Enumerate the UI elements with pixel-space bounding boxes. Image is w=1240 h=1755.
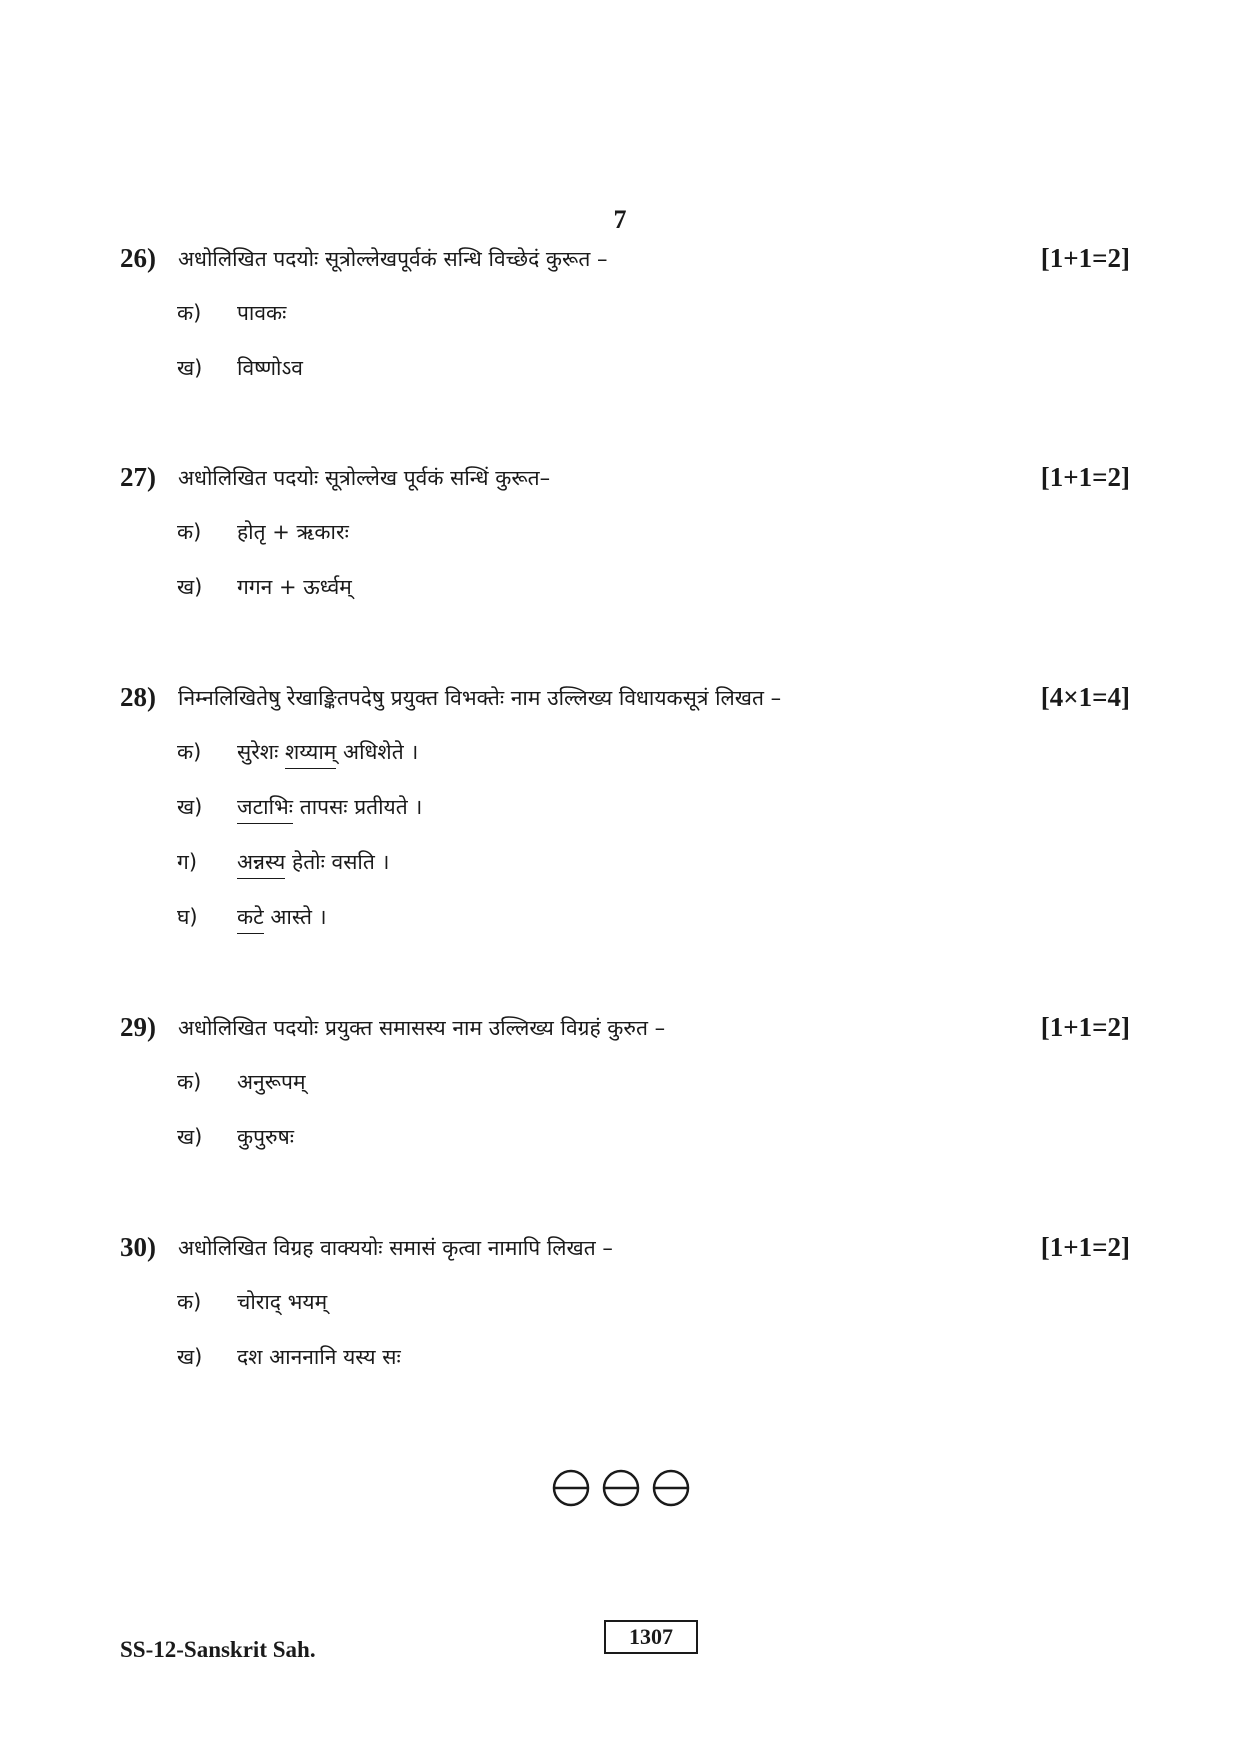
question-26 — [120, 243, 1130, 393]
question-29 — [120, 1012, 1130, 1162]
option-text: पावकः — [237, 301, 287, 325]
question-number: 28) — [120, 682, 156, 712]
question-text: निम्नलिखितेषु रेखाङ्कितपदेषु प्रयुक्त विभक्तेः नाम उल्लिख्य विधायकसूत्रं लिखत – — [178, 686, 782, 710]
option-label: क) — [177, 1290, 202, 1314]
option-text: कुपुरुषः — [237, 1125, 294, 1149]
question-number: 29) — [120, 1012, 156, 1042]
option-text: होतृ + ऋकारः — [237, 520, 349, 544]
option-label: क) — [177, 1070, 202, 1094]
option-text: गगन + ऊर्ध्वम् — [237, 575, 352, 599]
option-text — [237, 848, 389, 876]
option-text — [237, 793, 422, 821]
question-text: अधोलिखित पदयोः सूत्रोल्लेख पूर्वकं सन्धिं कुरूत– — [178, 466, 551, 490]
option-label: ख) — [177, 356, 203, 380]
question-27 — [120, 462, 1130, 612]
option — [120, 338, 1130, 393]
question-number: 26) — [120, 243, 156, 273]
question-text: अधोलिखित विग्रह वाक्ययोः समासं कृत्वा नामापि लिखत – — [178, 1236, 613, 1260]
page-number: 7 — [613, 205, 627, 234]
option-text — [237, 738, 418, 766]
question-number: 27) — [120, 462, 156, 492]
three-circle-minus-icon — [551, 1468, 691, 1508]
option-text-post: आस्ते । — [263, 905, 327, 929]
paper-code: SS-12-Sanskrit Sah. — [120, 1637, 316, 1662]
option-text-pre: सुरेशः — [237, 740, 285, 764]
underlined-word: जटाभिः — [237, 795, 293, 824]
option-label: क) — [177, 740, 202, 764]
option — [120, 283, 1130, 338]
option-label: ख) — [177, 1345, 203, 1369]
option-label: ख) — [177, 795, 203, 819]
option-label: क) — [177, 520, 202, 544]
option — [120, 887, 1130, 942]
question-number: 30) — [120, 1232, 156, 1262]
option-text-post: अधिशेते । — [336, 740, 419, 764]
option — [120, 557, 1130, 612]
option — [120, 1107, 1130, 1162]
question-30 — [120, 1232, 1130, 1382]
option — [120, 722, 1130, 777]
question-marks: [1+1=2] — [1040, 462, 1130, 492]
underlined-word: अन्नस्य — [237, 850, 285, 879]
option-label: ख) — [177, 575, 203, 599]
option-text — [237, 903, 327, 931]
option — [120, 832, 1130, 887]
option-text: दश आननानि यस्य सः — [237, 1345, 401, 1369]
underlined-word: कटे — [237, 905, 264, 934]
option — [120, 1327, 1130, 1382]
question-28 — [120, 682, 1130, 942]
footer-box-number: 1307 — [604, 1620, 698, 1654]
option-text-post: तापसः प्रतीयते । — [293, 795, 423, 819]
question-marks: [4×1=4] — [1040, 682, 1130, 712]
question-text: अधोलिखित पदयोः प्रयुक्त समासस्य नाम उल्लिख्य विग्रहं कुरुत – — [178, 1016, 666, 1040]
question-text: अधोलिखित पदयोः सूत्रोल्लेखपूर्वकं सन्धि विच्छेदं कुरूत – — [178, 247, 608, 271]
option-label: घ) — [177, 905, 198, 929]
option — [120, 777, 1130, 832]
option — [120, 1272, 1130, 1327]
option — [120, 502, 1130, 557]
option-label: ख) — [177, 1125, 203, 1149]
option-text: अनुरूपम् — [237, 1070, 306, 1094]
option-text: चोराद् भयम् — [237, 1290, 328, 1314]
option-label: ग) — [177, 850, 198, 874]
option — [120, 1052, 1130, 1107]
option-text-post: हेतोः वसति । — [285, 850, 390, 874]
underlined-word: शय्याम् — [285, 740, 336, 769]
option-text: विष्णोऽव — [237, 356, 303, 380]
question-marks: [1+1=2] — [1040, 1232, 1130, 1262]
question-marks: [1+1=2] — [1040, 243, 1130, 273]
option-label: क) — [177, 301, 202, 325]
question-marks: [1+1=2] — [1040, 1012, 1130, 1042]
